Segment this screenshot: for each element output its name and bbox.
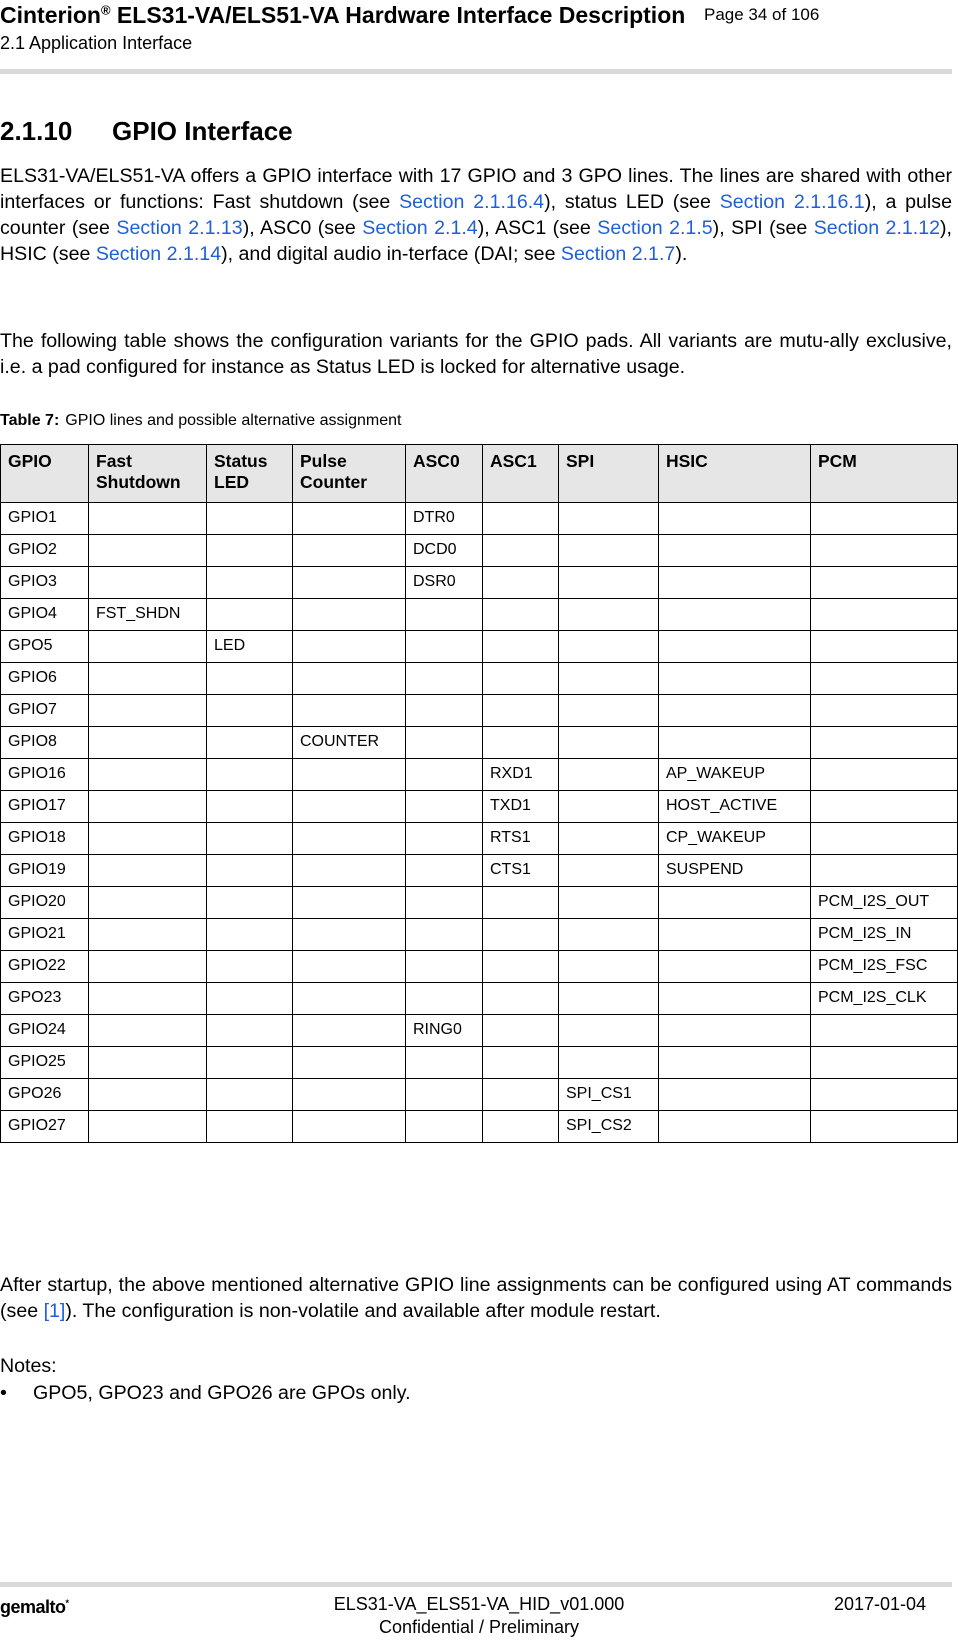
table-cell [89, 983, 207, 1015]
table-cell [406, 663, 483, 695]
column-header: GPIO [1, 445, 89, 503]
table-cell [659, 695, 811, 727]
table-cell [659, 727, 811, 759]
table-cell [659, 599, 811, 631]
table-cell [811, 759, 958, 791]
confidentiality-note: Confidential / Preliminary [378, 1617, 580, 1637]
column-header: ASC0 [406, 445, 483, 503]
table-cell [406, 1047, 483, 1079]
link-section-2-1-12[interactable]: Section 2.1.12 [813, 217, 941, 239]
table-cell: DSR0 [406, 567, 483, 599]
table-cell: GPIO19 [1, 855, 89, 887]
table-cell [406, 951, 483, 983]
table-cell: RXD1 [483, 759, 559, 791]
table-cell [559, 951, 659, 983]
table-cell [483, 1079, 559, 1111]
table-cell: GPIO17 [1, 791, 89, 823]
gemalto-logo: gemalto* [0, 1597, 69, 1617]
table-cell [659, 983, 811, 1015]
table-cell [89, 759, 207, 791]
startup-paragraph: After startup, the above mentioned alternative GPIO line assignments can be configured using AT commands (see [1]). The configuration is non-volatile and available after module restart. [0, 1274, 952, 1322]
table-cell [406, 983, 483, 1015]
chapter-subtitle: 2.1 Application Interface [0, 33, 193, 53]
link-section-2-1-5[interactable]: Section 2.1.5 [597, 217, 713, 239]
reference-link[interactable]: [1] [43, 1300, 66, 1322]
table-cell [559, 1047, 659, 1079]
table-cell [293, 631, 406, 663]
table-cell [207, 759, 293, 791]
table-cell: SPI_CS2 [559, 1111, 659, 1143]
table-cell [293, 887, 406, 919]
table-cell [406, 823, 483, 855]
table-cell [293, 1111, 406, 1143]
table-cell: AP_WAKEUP [659, 759, 811, 791]
table-cell [483, 983, 559, 1015]
table-cell [559, 567, 659, 599]
link-section-2-1-14[interactable]: Section 2.1.14 [95, 243, 222, 265]
table-cell [559, 855, 659, 887]
table-cell [293, 535, 406, 567]
footer-divider [0, 1582, 952, 1587]
table-cell [207, 1079, 293, 1111]
table-cell [207, 1111, 293, 1143]
table-cell [483, 919, 559, 951]
table-cell [293, 983, 406, 1015]
table-row [1, 1015, 958, 1047]
column-header: Pulse Counter [293, 445, 406, 503]
table-cell [293, 1079, 406, 1111]
table-cell [811, 599, 958, 631]
column-header: SPI [559, 445, 659, 503]
table-cell: PCM_I2S_CLK [811, 983, 958, 1015]
table-cell [89, 1111, 207, 1143]
table-row [1, 823, 958, 855]
table-cell [89, 631, 207, 663]
column-header: Status LED [207, 445, 293, 503]
column-header: Fast Shutdown [89, 445, 207, 503]
document-title: Cinterion® ELS31-VA/ELS51-VA Hardware Interface Description [0, 2, 686, 28]
notes-item: • GPO5, GPO23 and GPO26 are GPOs only. [0, 1382, 411, 1404]
table-row [1, 1047, 958, 1079]
table-cell: TXD1 [483, 791, 559, 823]
table-caption: Table 7: GPIO lines and possible alternative assignment [0, 412, 402, 429]
table-cell: GPIO18 [1, 823, 89, 855]
table-cell: GPIO22 [1, 951, 89, 983]
table-cell [811, 535, 958, 567]
link-section-2-1-4[interactable]: Section 2.1.4 [362, 217, 478, 239]
table-row [1, 919, 958, 951]
table-cell [89, 823, 207, 855]
table-cell [89, 919, 207, 951]
table-row [1, 951, 958, 983]
table-cell [89, 727, 207, 759]
table-cell [483, 887, 559, 919]
table-cell [89, 567, 207, 599]
notes-label: Notes: [0, 1355, 57, 1377]
table-cell: GPIO6 [1, 663, 89, 695]
table-row [1, 1079, 958, 1111]
table-cell: DTR0 [406, 503, 483, 535]
table-cell [483, 951, 559, 983]
table-cell [659, 631, 811, 663]
table-cell [811, 1015, 958, 1047]
table-cell [483, 503, 559, 535]
table-row [1, 887, 958, 919]
table-cell [89, 1015, 207, 1047]
table-row [1, 791, 958, 823]
table-cell [559, 631, 659, 663]
gpio-assignment-table [0, 444, 958, 1143]
table-cell [659, 951, 811, 983]
table-cell [89, 887, 207, 919]
table-row [1, 599, 958, 631]
table-cell [811, 823, 958, 855]
table-cell [89, 503, 207, 535]
table-cell [559, 663, 659, 695]
table-cell [207, 1015, 293, 1047]
table-cell [559, 887, 659, 919]
table-cell [811, 631, 958, 663]
table-cell [89, 855, 207, 887]
table-cell [293, 951, 406, 983]
table-row [1, 1111, 958, 1143]
table-cell: GPIO27 [1, 1111, 89, 1143]
table-cell [207, 951, 293, 983]
table-cell [406, 855, 483, 887]
table-cell: RING0 [406, 1015, 483, 1047]
table-cell [207, 983, 293, 1015]
table-cell [559, 1015, 659, 1047]
link-section-2-1-16-4[interactable]: Section 2.1.16.4 [399, 191, 545, 213]
table-cell: GPIO1 [1, 503, 89, 535]
table-cell [406, 1111, 483, 1143]
table-cell [293, 919, 406, 951]
table-cell [89, 791, 207, 823]
link-section-2-1-13[interactable]: Section 2.1.13 [116, 217, 243, 239]
table-cell [483, 1047, 559, 1079]
column-header: HSIC [659, 445, 811, 503]
table-row [1, 631, 958, 663]
table-cell: SPI_CS1 [559, 1079, 659, 1111]
table-cell [293, 855, 406, 887]
table-cell: LED [207, 631, 293, 663]
table-cell [406, 599, 483, 631]
table-cell: CTS1 [483, 855, 559, 887]
table-cell [811, 503, 958, 535]
table-cell [483, 631, 559, 663]
table-cell [659, 887, 811, 919]
table-cell [293, 791, 406, 823]
table-cell [406, 631, 483, 663]
section-heading: 2.1.10 GPIO Interface [0, 116, 293, 146]
table-cell: GPIO8 [1, 727, 89, 759]
table-cell [559, 983, 659, 1015]
table-cell: GPO23 [1, 983, 89, 1015]
table-cell [811, 855, 958, 887]
table-cell [811, 727, 958, 759]
table-cell [406, 695, 483, 727]
column-header: PCM [811, 445, 958, 503]
table-cell [659, 1047, 811, 1079]
link-section-2-1-16-1[interactable]: Section 2.1.16.1 [719, 191, 865, 213]
table-cell [811, 1079, 958, 1111]
table-cell [207, 503, 293, 535]
table-cell [207, 855, 293, 887]
table-cell [559, 791, 659, 823]
table-cell [406, 727, 483, 759]
table-cell [811, 567, 958, 599]
table-row [1, 727, 958, 759]
document-date: 2017-01-04 [834, 1594, 927, 1614]
table-cell [207, 919, 293, 951]
table-cell [89, 695, 207, 727]
table-cell [293, 695, 406, 727]
table-cell [559, 823, 659, 855]
table-row [1, 535, 958, 567]
table-cell [659, 567, 811, 599]
page-number: Page 34 of 106 [704, 5, 820, 24]
table-cell [483, 599, 559, 631]
table-cell [406, 919, 483, 951]
table-cell [207, 695, 293, 727]
table-cell: SUSPEND [659, 855, 811, 887]
table-cell: GPO26 [1, 1079, 89, 1111]
table-cell: GPO5 [1, 631, 89, 663]
table-cell [293, 1015, 406, 1047]
table-cell [659, 663, 811, 695]
table-cell: GPIO7 [1, 695, 89, 727]
table-cell [207, 823, 293, 855]
table-cell [406, 791, 483, 823]
table-cell [483, 727, 559, 759]
table-cell [811, 1047, 958, 1079]
table-cell [207, 663, 293, 695]
table-cell [483, 1015, 559, 1047]
table-cell [559, 599, 659, 631]
table-row [1, 503, 958, 535]
table-cell [293, 599, 406, 631]
table-cell [811, 1111, 958, 1143]
table-cell [483, 567, 559, 599]
table-cell [293, 663, 406, 695]
table-cell [406, 1079, 483, 1111]
table-cell [811, 663, 958, 695]
table-cell [406, 759, 483, 791]
table-cell: GPIO24 [1, 1015, 89, 1047]
table-cell [811, 791, 958, 823]
table-cell [406, 887, 483, 919]
table-cell [207, 727, 293, 759]
table-cell [559, 919, 659, 951]
table-cell [207, 599, 293, 631]
table-cell: HOST_ACTIVE [659, 791, 811, 823]
table-cell [559, 759, 659, 791]
table-cell [293, 1047, 406, 1079]
table-row [1, 759, 958, 791]
table-cell [483, 663, 559, 695]
column-header: ASC1 [483, 445, 559, 503]
table-row [1, 695, 958, 727]
variants-paragraph: The following table shows the configuration variants for the GPIO pads. All variants are mutu-ally exclusive, i.e. a pad configured for instance as Status LED is locked for alternative usage. [0, 330, 952, 378]
document-id: ELS31-VA_ELS51-VA_HID_v01.000 [333, 1594, 625, 1614]
intro-paragraph: ELS31-VA/ELS51-VA offers a GPIO interface with 17 GPIO and 3 GPO lines. The lines are shared with other interfaces or functions: Fast shutdown (see Section 2.1.16.4), status LED (see Section 2.1.16.1), a pulse counter (see Section 2.1.13), ASC0 (see Section 2.1.4), ASC1 (see Section 2.1.5), SPI (see Section 2.1.12), HSIC (see Section 2.1.14), and digital audio in-terface (DAI; see Section 2.1.7). [0, 165, 952, 265]
table-cell [483, 695, 559, 727]
table-cell: GPIO2 [1, 535, 89, 567]
table-cell [659, 503, 811, 535]
table-cell: GPIO16 [1, 759, 89, 791]
table-cell [293, 823, 406, 855]
table-cell [559, 535, 659, 567]
table-cell [811, 695, 958, 727]
header-divider [0, 69, 952, 74]
table-cell [89, 1047, 207, 1079]
table-cell [207, 1047, 293, 1079]
table-cell [559, 503, 659, 535]
table-cell [89, 1079, 207, 1111]
table-cell: PCM_I2S_IN [811, 919, 958, 951]
table-cell: RTS1 [483, 823, 559, 855]
table-header-row [1, 445, 958, 503]
table-cell: GPIO21 [1, 919, 89, 951]
table-cell: GPIO20 [1, 887, 89, 919]
table-cell [659, 535, 811, 567]
table-row [1, 855, 958, 887]
table-cell [483, 535, 559, 567]
table-cell: FST_SHDN [89, 599, 207, 631]
table-cell [207, 535, 293, 567]
table-cell: PCM_I2S_OUT [811, 887, 958, 919]
table-cell [293, 567, 406, 599]
table-cell [89, 663, 207, 695]
table-cell [559, 727, 659, 759]
table-cell [659, 1015, 811, 1047]
table-cell [207, 887, 293, 919]
link-section-2-1-7[interactable]: Section 2.1.7 [560, 243, 676, 265]
table-cell [559, 695, 659, 727]
table-cell [483, 1111, 559, 1143]
table-row [1, 983, 958, 1015]
table-cell: PCM_I2S_FSC [811, 951, 958, 983]
table-cell: CP_WAKEUP [659, 823, 811, 855]
table-cell [207, 791, 293, 823]
table-cell [89, 535, 207, 567]
table-cell [89, 951, 207, 983]
table-cell [659, 1111, 811, 1143]
table-row [1, 567, 958, 599]
table-cell [207, 567, 293, 599]
table-cell [659, 1079, 811, 1111]
table-row [1, 663, 958, 695]
table-cell [293, 503, 406, 535]
table-cell: GPIO25 [1, 1047, 89, 1079]
table-cell: GPIO4 [1, 599, 89, 631]
table-cell: DCD0 [406, 535, 483, 567]
table-cell [293, 759, 406, 791]
table-cell [659, 919, 811, 951]
table-cell: COUNTER [293, 727, 406, 759]
table-cell: GPIO3 [1, 567, 89, 599]
